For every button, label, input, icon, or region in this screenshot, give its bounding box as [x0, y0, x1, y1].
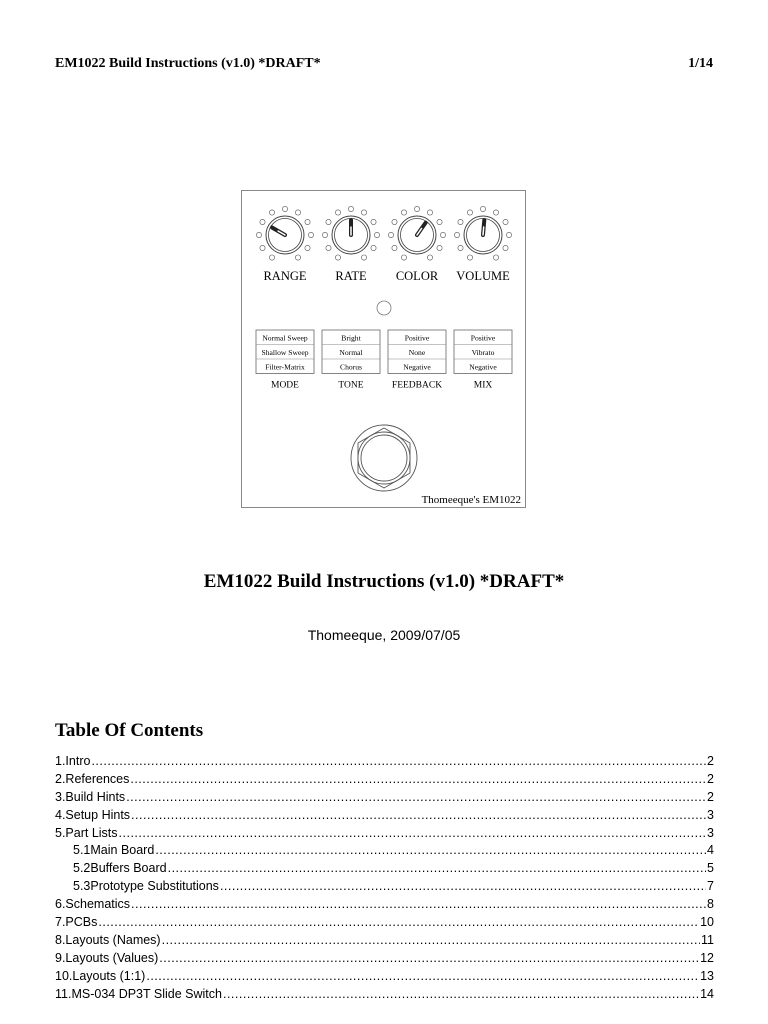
toc-leader-dots: [126, 789, 706, 807]
switch-option: Positive: [470, 333, 496, 343]
toc-leader-dots: [91, 753, 706, 771]
toc-heading: Table Of Contents: [55, 720, 204, 741]
toc-entry-label: 2.References: [55, 771, 130, 786]
toc-entry-page: 2: [707, 789, 714, 804]
toc-entry-page: 11: [701, 932, 714, 947]
toc-entry-page: 12: [700, 950, 714, 965]
toc-entry[interactable]: [55, 789, 714, 807]
toc-entry[interactable]: [55, 771, 714, 789]
toc-entry[interactable]: [55, 807, 714, 825]
toc-leader-dots: [159, 950, 699, 968]
toc-entry-page: 5: [707, 861, 714, 876]
toc-entry[interactable]: [55, 842, 714, 860]
switch-feedback: [388, 330, 446, 391]
toc-entry-page: 3: [707, 825, 714, 840]
switch-option: Negative: [469, 362, 497, 372]
toc-leader-dots: [146, 968, 699, 986]
toc-leader-dots: [131, 807, 706, 825]
toc-entry-label: 5.Part Lists: [55, 825, 118, 840]
toc-entry[interactable]: [55, 878, 714, 896]
switch-option: Positive: [404, 333, 430, 343]
toc-entry-label: 11.MS-034 DP3T Slide Switch: [55, 986, 222, 1001]
toc-leader-dots: [220, 878, 706, 896]
switch-option: Normal: [339, 347, 363, 357]
toc-entry[interactable]: [55, 825, 714, 843]
toc-leader-dots: [162, 932, 700, 950]
switch-option: Bright: [341, 333, 361, 343]
toc-entry-page: 14: [700, 986, 714, 1001]
running-header-title: EM1022 Build Instructions (v1.0) *DRAFT*: [55, 56, 321, 71]
toc-entry[interactable]: [55, 950, 714, 968]
pedal-illustration: [241, 190, 526, 508]
toc-entry-label: 5.2Buffers Board: [73, 861, 167, 876]
toc-entry-page: 8: [707, 897, 714, 912]
toc-entry-page: 13: [700, 968, 714, 983]
knob-label: RATE: [335, 269, 367, 283]
toc-entry-label: 1.Intro: [55, 754, 91, 768]
toc-entry-label: 9.Layouts (Values): [55, 950, 159, 965]
pedal-brand: Thomeeque's EM1022: [421, 494, 521, 506]
toc-entry-label: 10.Layouts (1:1): [55, 968, 146, 983]
switch-label: MIX: [473, 380, 493, 391]
toc-leader-dots: [168, 860, 706, 878]
toc-leader-dots: [155, 842, 706, 860]
toc-leader-dots: [131, 896, 706, 914]
toc-leader-dots: [130, 771, 706, 789]
table-of-contents: [55, 753, 714, 1003]
pedal-drawing: [241, 190, 526, 508]
switch-option: Shallow Sweep: [261, 347, 309, 357]
toc-entry[interactable]: [55, 753, 714, 771]
toc-entry-label: 3.Build Hints: [55, 789, 126, 804]
switch-option: Vibrato: [471, 347, 495, 357]
toc-entry[interactable]: [55, 968, 714, 986]
toc-entry[interactable]: [55, 932, 714, 950]
switch-label: MODE: [271, 380, 299, 391]
knob-label: COLOR: [395, 269, 439, 283]
toc-entry-label: 6.Schematics: [55, 897, 131, 912]
toc-leader-dots: [119, 825, 707, 843]
switch-option: None: [408, 347, 426, 357]
toc-entry-page: 2: [707, 754, 714, 768]
author-date: Thomeeque, 2009/07/05: [307, 627, 461, 643]
toc-entry[interactable]: [55, 986, 714, 1004]
toc-entry-label: 5.1Main Board: [73, 843, 155, 858]
toc-leader-dots: [223, 986, 699, 1004]
toc-entry[interactable]: [55, 896, 714, 914]
switch-option: Negative: [403, 362, 431, 372]
toc-entry-page: 10: [700, 915, 714, 930]
toc-entry-label: 8.Layouts (Names): [55, 932, 161, 947]
page-number: 1/14: [688, 56, 713, 71]
switch-option: Filter-Matrix: [265, 362, 305, 372]
switch-label: TONE: [338, 380, 364, 391]
toc-entry-page: 3: [707, 807, 714, 822]
toc-entry-label: 4.Setup Hints: [55, 807, 131, 822]
toc-entry[interactable]: [55, 914, 714, 932]
document-title: EM1022 Build Instructions (v1.0) *DRAFT*: [203, 571, 565, 592]
toc-leader-dots: [98, 914, 699, 932]
knob-label: VOLUME: [456, 269, 510, 283]
toc-entry-label: 7.PCBs: [55, 915, 98, 930]
toc-entry-label: 5.3Prototype Substitutions: [73, 879, 219, 894]
switch-option: Normal Sweep: [262, 333, 308, 343]
toc-entry-page: 7: [707, 879, 714, 894]
toc-entry-page: 4: [707, 843, 714, 858]
switch-option: Chorus: [340, 362, 362, 372]
knob-label: RANGE: [263, 269, 307, 283]
toc-entry-page: 2: [707, 771, 714, 786]
toc-entry[interactable]: [55, 860, 714, 878]
switch-label: FEEDBACK: [391, 380, 443, 391]
